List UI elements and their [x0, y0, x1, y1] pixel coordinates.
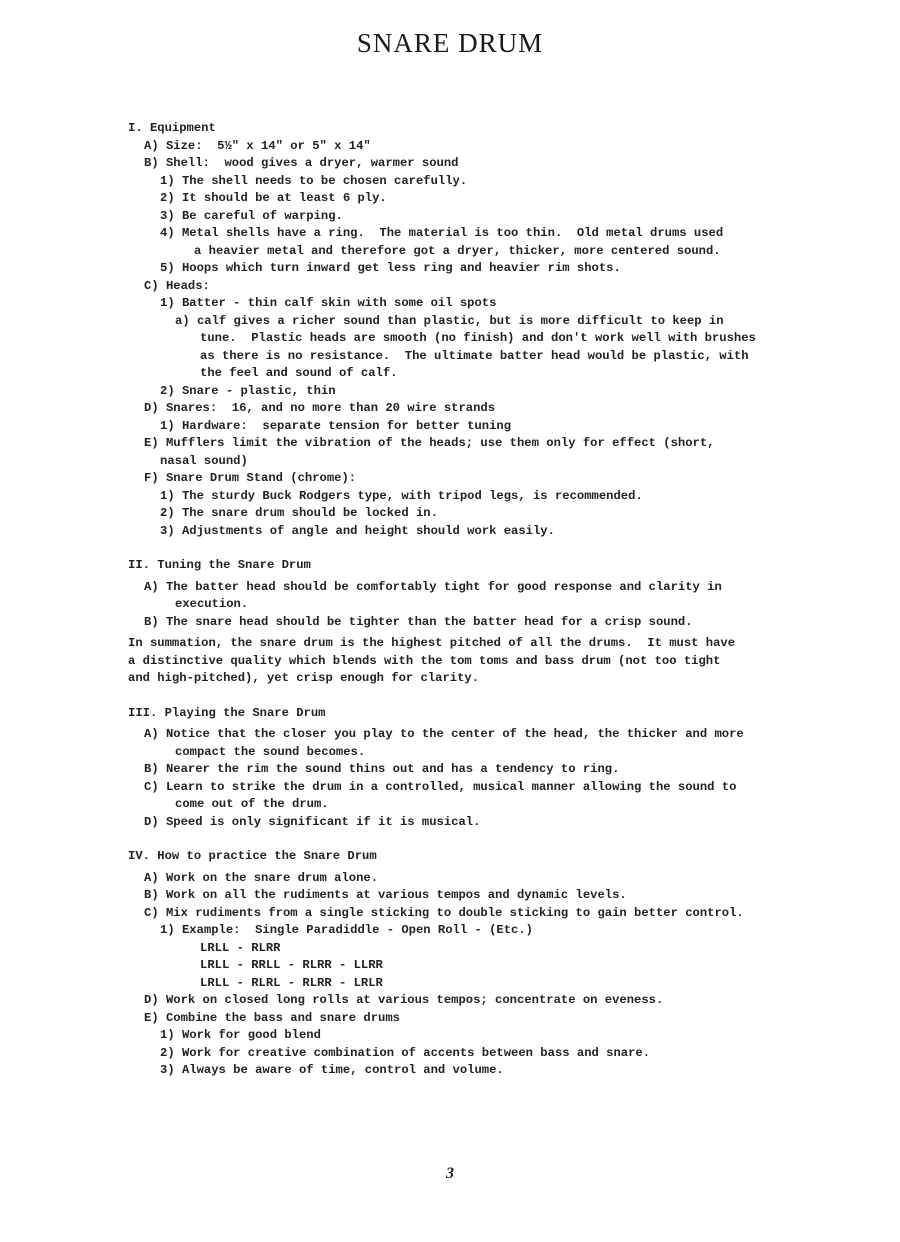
list-item: 1) The sturdy Buck Rodgers type, with tripod legs, is recommended. — [160, 488, 643, 503]
list-item: F) Snare Drum Stand (chrome): — [144, 471, 357, 485]
list-item-continued: come out of the drum. — [175, 797, 329, 811]
list-item: 1) Hardware: separate tension for better tuning — [160, 418, 512, 433]
list-item: B) Work on all the rudiments at various tempos and dynamic levels. — [144, 888, 627, 902]
list-item: A) Notice that the closer you play to the center of the head, the thicker and more — [144, 727, 744, 741]
list-item: 3) Always be aware of time, control and volume. — [160, 1063, 504, 1077]
list-item: 1) Batter - thin calf skin with some oil spots — [160, 296, 497, 310]
list-item: 1) Work for good blend — [160, 1028, 321, 1042]
section-heading: I. Equipment — [128, 121, 216, 135]
list-item: D) Work on closed long rolls at various tempos; concentrate on eveness. — [144, 993, 664, 1007]
sticking-pattern: LRLL - RLRR — [200, 940, 281, 955]
list-item-continued: nasal sound) — [160, 453, 248, 468]
paragraph-line: In summation, the snare drum is the highest pitched of all the drums. It must have — [128, 636, 736, 650]
list-item: 3) Adjustments of angle and height should work easily. — [160, 523, 555, 538]
list-item: C) Mix rudiments from a single sticking to double sticking to gain better control. — [144, 905, 744, 920]
sticking-pattern: LRLL - RRLL - RLRR - LLRR — [200, 958, 383, 972]
sticking-pattern: LRLL - RLRL - RLRR - LRLR — [200, 975, 383, 990]
document-body — [128, 120, 763, 1080]
list-item: 5) Hoops which turn inward get less ring and heavier rim shots. — [160, 261, 621, 275]
list-item-continued: tune. Plastic heads are smooth (no finish) and don't work well with brushes — [200, 331, 756, 345]
section-heading: III. Playing the Snare Drum — [128, 705, 326, 720]
paragraph-line: and high-pitched), yet crisp enough for clarity. — [128, 671, 480, 685]
section-equipment — [128, 120, 763, 540]
list-item: 1) Example: Single Paradiddle - Open Roll - (Etc.) — [160, 923, 533, 937]
list-item: A) Work on the snare drum alone. — [144, 870, 379, 885]
list-item: A) The batter head should be comfortably tight for good response and clarity in — [144, 579, 722, 594]
section-playing — [128, 705, 763, 832]
list-item-continued: a heavier metal and therefore got a dryer, thicker, more centered sound. — [194, 243, 721, 258]
list-item: E) Combine the bass and snare drums — [144, 1010, 400, 1025]
list-item: 4) Metal shells have a ring. The material is too thin. Old metal drums used — [160, 226, 724, 240]
list-item: B) The snare head should be tighter than the batter head for a crisp sound. — [144, 614, 693, 629]
page-number: 3 — [446, 1165, 454, 1182]
list-item: B) Nearer the rim the sound thins out and has a tendency to ring. — [144, 762, 620, 776]
list-item-continued: compact the sound becomes. — [175, 744, 366, 759]
paragraph-line: a distinctive quality which blends with the tom toms and bass drum (not too tight — [128, 653, 721, 668]
list-item: 2) Snare - plastic, thin — [160, 383, 336, 398]
list-item: 2) The snare drum should be locked in. — [160, 506, 438, 520]
list-item: D) Snares: 16, and no more than 20 wire strands — [144, 401, 496, 415]
section-practice — [128, 848, 763, 1080]
list-item: B) Shell: wood gives a dryer, warmer sound — [144, 156, 459, 170]
list-item: 3) Be careful of warping. — [160, 208, 343, 223]
section-tuning — [128, 557, 763, 688]
list-item: 2) It should be at least 6 ply. — [160, 191, 387, 205]
section-heading: II. Tuning the Snare Drum — [128, 558, 311, 572]
section-heading: IV. How to practice the Snare Drum — [128, 849, 377, 863]
list-item: E) Mufflers limit the vibration of the heads; use them only for effect (short, — [144, 436, 715, 450]
list-item: C) Learn to strike the drum in a controlled, musical manner allowing the sound to — [144, 779, 737, 794]
list-item: 1) The shell needs to be chosen carefully. — [160, 173, 468, 188]
list-item: D) Speed is only significant if it is musical. — [144, 814, 481, 829]
list-item: a) calf gives a richer sound than plastic, but is more difficult to keep in — [175, 313, 724, 328]
list-item-continued: as there is no resistance. The ultimate batter head would be plastic, with — [200, 348, 749, 363]
list-item-continued: execution. — [175, 597, 249, 611]
list-item-continued: the feel and sound of calf. — [200, 366, 398, 380]
list-item: C) Heads: — [144, 278, 210, 293]
list-item: 2) Work for creative combination of accents between bass and snare. — [160, 1045, 651, 1060]
list-item: A) Size: 5½" x 14" or 5" x 14" — [144, 138, 371, 153]
page-title: SNARE DRUM — [356, 28, 544, 58]
